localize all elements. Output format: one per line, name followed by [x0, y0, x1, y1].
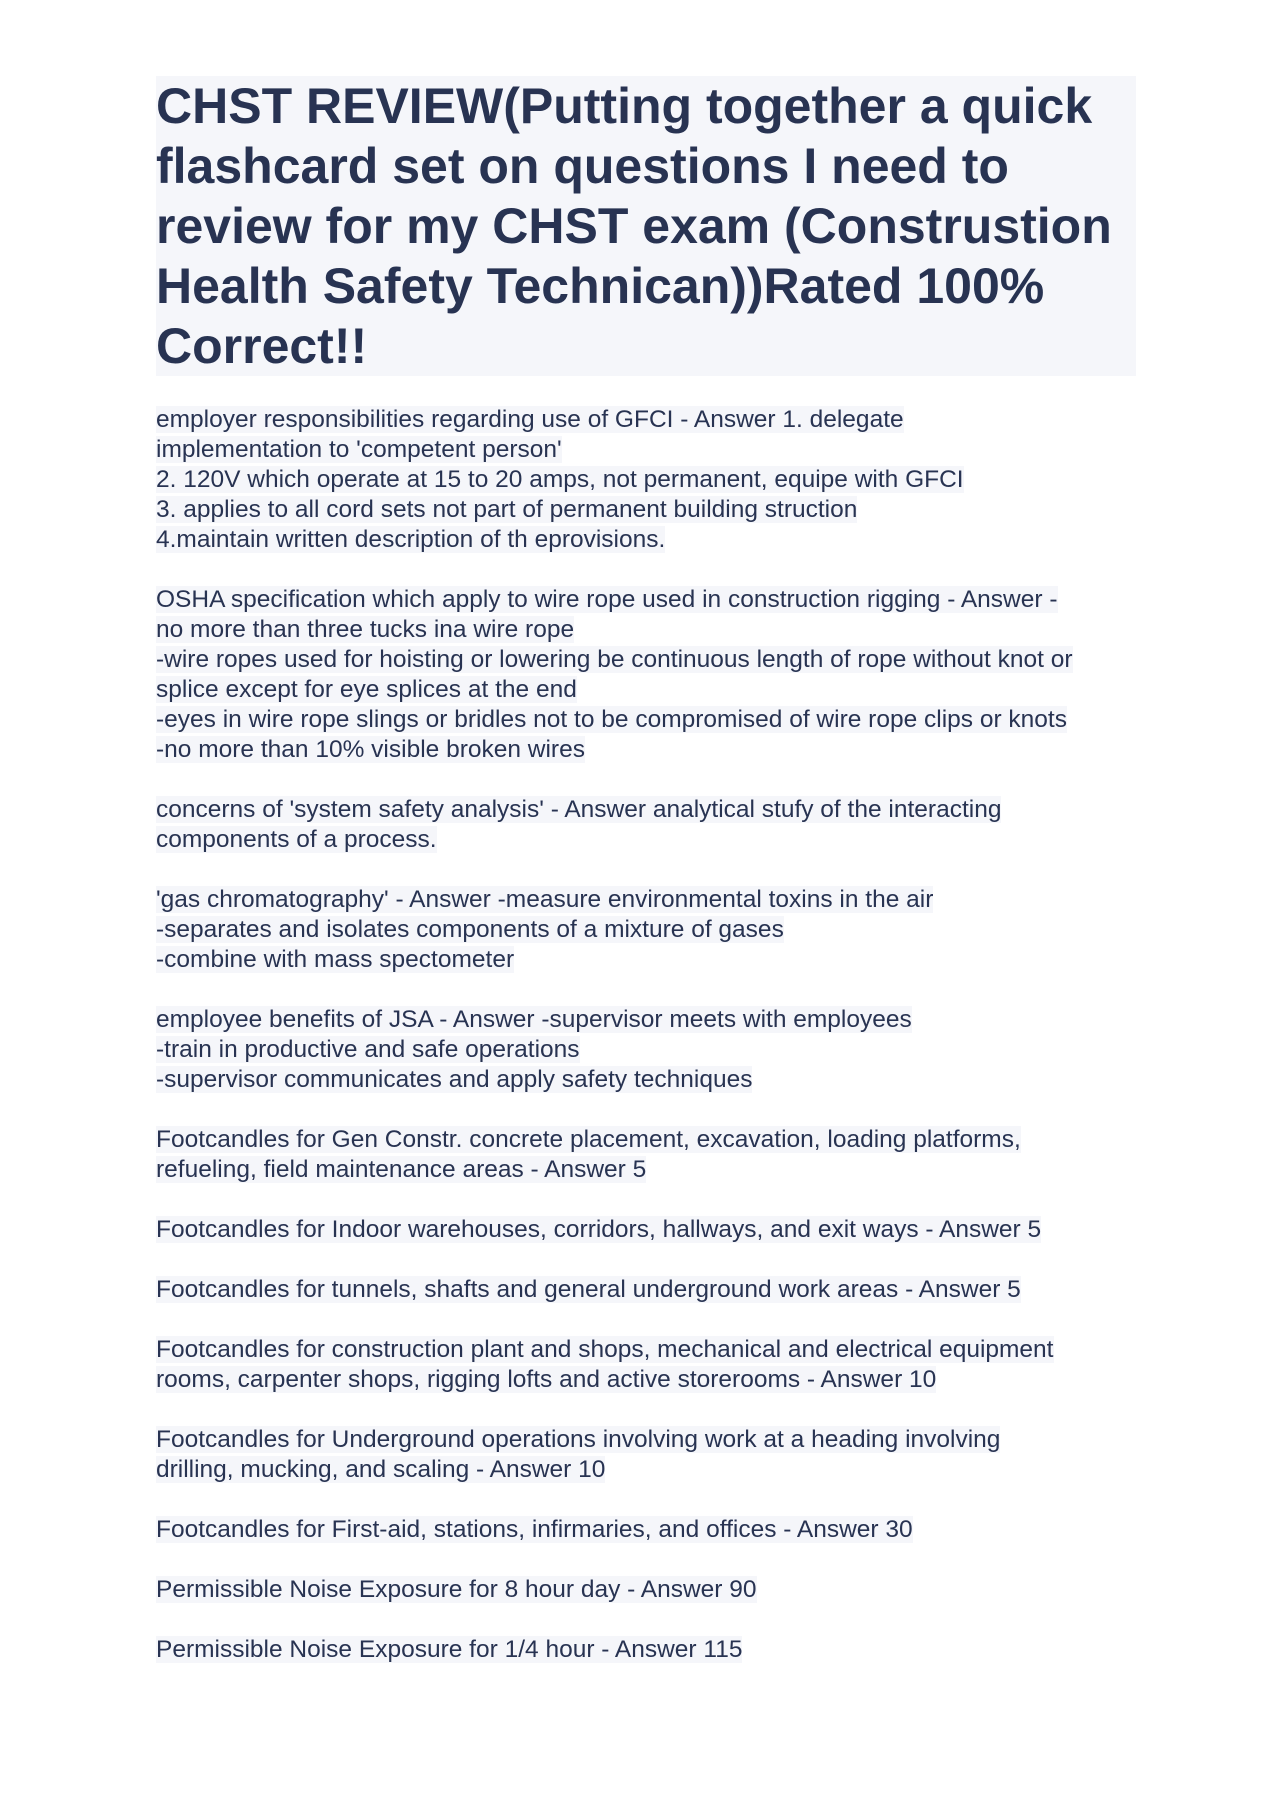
title-block	[156, 76, 1136, 376]
document-title: CHST REVIEW(Putting together a quick flashcard set on questions I need to review for my CHST exam (Construstion Health Safety Technican))Rated 100% Correct!!	[156, 78, 1112, 374]
flashcard-entry	[156, 405, 1136, 555]
flashcard-line-text: Footcandles for construction plant and shops, mechanical and electrical equipment	[156, 1336, 1054, 1363]
flashcard-line-text: Footcandles for Gen Constr. concrete placement, excavation, loading platforms,	[156, 1126, 1021, 1153]
flashcard-line	[156, 1575, 1136, 1605]
flashcard-entry	[156, 1635, 1136, 1665]
flashcard-line	[156, 1335, 1136, 1365]
flashcard-line-text: 4.maintain written description of th eprovisions.	[156, 526, 666, 553]
flashcard-line	[156, 795, 1136, 825]
document-page	[156, 76, 1136, 1695]
flashcard-line-text: splice except for eye splices at the end	[156, 676, 577, 703]
flashcard-line	[156, 615, 1136, 645]
flashcard-entry	[156, 795, 1136, 855]
flashcard-line	[156, 435, 1136, 465]
flashcard-line-text: components of a process.	[156, 826, 437, 853]
flashcard-line	[156, 465, 1136, 495]
flashcard-line-text: Footcandles for tunnels, shafts and general underground work areas - Answer 5	[156, 1276, 1021, 1303]
flashcard-line	[156, 405, 1136, 435]
flashcard-line	[156, 585, 1136, 615]
flashcard-entry	[156, 1575, 1136, 1605]
flashcard-line	[156, 915, 1136, 945]
flashcard-line-text: Footcandles for First-aid, stations, infirmaries, and offices - Answer 30	[156, 1516, 913, 1543]
flashcard-entry	[156, 585, 1136, 765]
flashcard-line	[156, 525, 1136, 555]
flashcard-line	[156, 1215, 1136, 1245]
flashcard-line	[156, 825, 1136, 855]
flashcard-line-text: -combine with mass spectometer	[156, 946, 515, 973]
flashcard-line-text: implementation to 'competent person'	[156, 436, 562, 463]
flashcard-line-text: Footcandles for Underground operations involving work at a heading involving	[156, 1426, 1001, 1453]
flashcard-entry	[156, 1425, 1136, 1485]
flashcard-line	[156, 1125, 1136, 1155]
flashcard-line-text: 2. 120V which operate at 15 to 20 amps, not permanent, equipe with GFCI	[156, 466, 964, 493]
flashcard-line-text: -separates and isolates components of a mixture of gases	[156, 916, 784, 943]
flashcard-line-text: refueling, field maintenance areas - Answer 5	[156, 1156, 647, 1183]
flashcard-entry	[156, 1125, 1136, 1185]
flashcard-line-text: 3. applies to all cord sets not part of permanent building struction	[156, 496, 858, 523]
flashcard-line	[156, 945, 1136, 975]
flashcard-line-text: concerns of 'system safety analysis' - Answer analytical stufy of the interacting	[156, 796, 1002, 823]
flashcard-entry	[156, 1335, 1136, 1395]
flashcard-line-text: Footcandles for Indoor warehouses, corridors, hallways, and exit ways - Answer 5	[156, 1216, 1042, 1243]
flashcard-line	[156, 1425, 1136, 1455]
flashcard-entry	[156, 1215, 1136, 1245]
flashcard-list	[156, 405, 1136, 1665]
flashcard-line-text: no more than three tucks ina wire rope	[156, 616, 575, 643]
flashcard-line-text: Permissible Noise Exposure for 8 hour day - Answer 90	[156, 1576, 757, 1603]
flashcard-line	[156, 735, 1136, 765]
flashcard-line	[156, 1635, 1136, 1665]
flashcard-line	[156, 1065, 1136, 1095]
flashcard-line-text: drilling, mucking, and scaling - Answer 10	[156, 1456, 606, 1483]
flashcard-line	[156, 1455, 1136, 1485]
flashcard-line	[156, 1365, 1136, 1395]
flashcard-entry	[156, 1275, 1136, 1305]
flashcard-entry	[156, 885, 1136, 975]
flashcard-line	[156, 1035, 1136, 1065]
flashcard-line-text: rooms, carpenter shops, rigging lofts and active storerooms - Answer 10	[156, 1366, 937, 1393]
flashcard-line	[156, 645, 1136, 675]
flashcard-line	[156, 705, 1136, 735]
flashcard-entry	[156, 1515, 1136, 1545]
flashcard-line-text: -no more than 10% visible broken wires	[156, 736, 585, 763]
flashcard-line-text: Permissible Noise Exposure for 1/4 hour - Answer 115	[156, 1636, 743, 1663]
flashcard-line-text: employer responsibilities regarding use of GFCI - Answer 1. delegate	[156, 406, 904, 433]
flashcard-line-text: -train in productive and safe operations	[156, 1036, 580, 1063]
flashcard-line	[156, 675, 1136, 705]
flashcard-line-text: -eyes in wire rope slings or bridles not to be compromised of wire rope clips or knots	[156, 706, 1067, 733]
flashcard-line	[156, 1275, 1136, 1305]
flashcard-line	[156, 495, 1136, 525]
flashcard-line	[156, 1155, 1136, 1185]
flashcard-line	[156, 1005, 1136, 1035]
flashcard-line-text: 'gas chromatography' - Answer -measure environmental toxins in the air	[156, 886, 934, 913]
flashcard-entry	[156, 1005, 1136, 1095]
flashcard-line	[156, 1515, 1136, 1545]
flashcard-line-text: employee benefits of JSA - Answer -supervisor meets with employees	[156, 1006, 912, 1033]
flashcard-line	[156, 885, 1136, 915]
flashcard-line-text: -wire ropes used for hoisting or lowering be continuous length of rope without knot or	[156, 646, 1073, 673]
flashcard-line-text: -supervisor communicates and apply safety techniques	[156, 1066, 753, 1093]
flashcard-line-text: OSHA specification which apply to wire rope used in construction rigging - Answer -	[156, 586, 1058, 613]
